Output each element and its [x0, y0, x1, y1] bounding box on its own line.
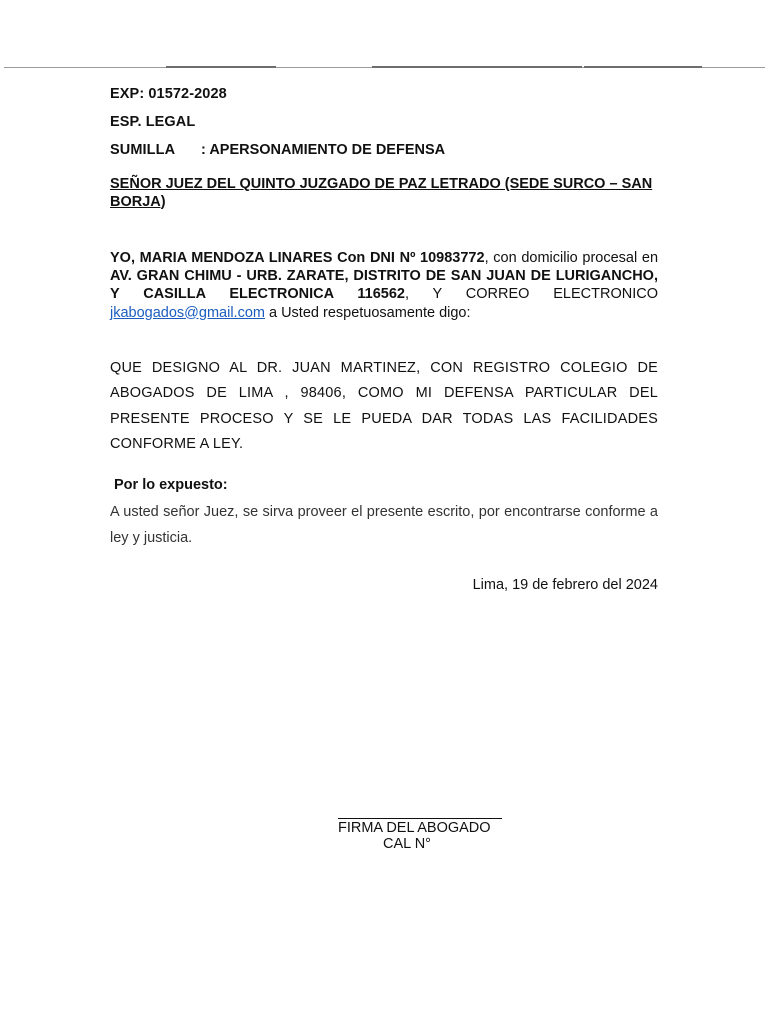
expediente-number: EXP: 01572-2028 [110, 86, 227, 102]
especialista-label: ESP. LEGAL [110, 114, 196, 130]
intro-text-2: , Y CORREO ELECTRONICO [404, 286, 658, 303]
sumilla-label: SUMILLA [110, 142, 176, 158]
intro-text-1: , con domicilio procesal en [484, 250, 659, 266]
top-divider-segment [166, 66, 276, 68]
top-divider-segment [584, 66, 702, 68]
closing-label: Por lo expuesto: [114, 477, 228, 493]
petitioner-name: YO, MARIA MENDOZA LINARES [110, 250, 333, 266]
top-divider-segment [372, 66, 582, 68]
signature-line [338, 818, 502, 819]
petitioner-dni: Con DNI Nº 10983772 [337, 250, 485, 266]
date-line: Lima, 19 de febrero del 2024 [472, 577, 658, 593]
closing-paragraph: A usted señor Juez, se sirva proveer el presente escrito, por encontrarse conforme a ley y justicia. [110, 504, 658, 546]
procedural-address: AV. GRAN CHIMU - URB. ZARATE, DISTRITO DE SAN JUAN DE LURIGANCHO, Y CASILLA ELECTRONICA 116562 [110, 268, 658, 303]
intro-text-3: a Usted respetuosamente digo: [264, 304, 471, 321]
addressee-heading: SEÑOR JUEZ DEL QUINTO JUZGADO DE PAZ LETRADO (SEDE SURCO – SAN BORJA) [110, 176, 653, 210]
intro-paragraph [110, 249, 658, 322]
email-link[interactable]: jkabogados@gmail.com [110, 304, 265, 321]
designation-paragraph: QUE DESIGNO AL DR. JUAN MARTINEZ, CON REGISTRO COLEGIO DE ABOGADOS DE LIMA , 98406, COMO MI DEFENSA PARTICULAR DEL PRESENTE PROCESO Y SE LE PUEDA DAR TODAS LAS FACILIDADES CONFORME A LEY. [110, 360, 658, 452]
sumilla-value: : APERSONAMIENTO DE DEFENSA [201, 142, 446, 158]
cal-number-label: CAL N° [383, 836, 431, 852]
signature-label: FIRMA DEL ABOGADO [338, 820, 491, 836]
